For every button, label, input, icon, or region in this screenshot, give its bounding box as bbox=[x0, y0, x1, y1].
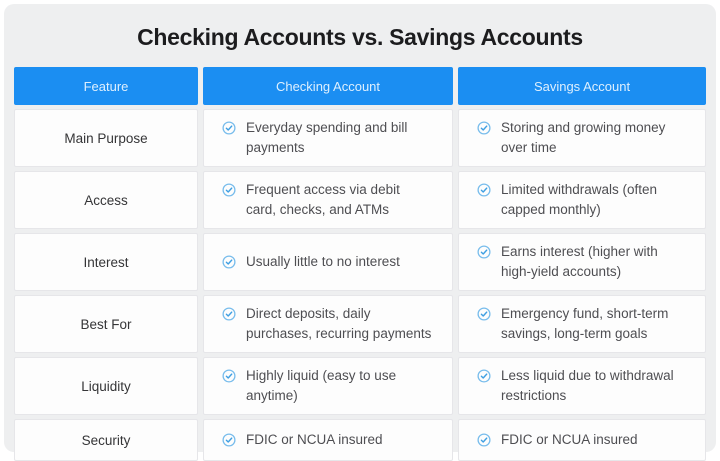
savings-text: FDIC or NCUA insured bbox=[501, 432, 638, 447]
check-circle-icon bbox=[477, 369, 491, 383]
comparison-table bbox=[14, 67, 706, 461]
feature-cell bbox=[14, 357, 198, 415]
checking-text: Everyday spending and bill payments bbox=[246, 120, 408, 155]
savings-cell bbox=[458, 233, 706, 291]
checking-cell bbox=[203, 295, 453, 353]
savings-text: Earns interest (higher with high-yield accounts) bbox=[501, 244, 658, 279]
check-circle-icon bbox=[222, 369, 236, 383]
checking-cell bbox=[203, 109, 453, 167]
savings-text: Emergency fund, short-term savings, long-term goals bbox=[501, 306, 669, 341]
feature-cell bbox=[14, 295, 198, 353]
feature-label: Best For bbox=[80, 316, 132, 332]
checking-cell bbox=[203, 171, 453, 229]
checking-text: FDIC or NCUA insured bbox=[246, 432, 383, 447]
feature-label: Liquidity bbox=[81, 378, 131, 394]
check-circle-icon bbox=[477, 245, 491, 259]
check-circle-icon bbox=[477, 121, 491, 135]
checking-text: Direct deposits, daily purchases, recurring payments bbox=[246, 306, 432, 341]
feature-cell bbox=[14, 233, 198, 291]
check-circle-icon bbox=[477, 183, 491, 197]
checking-cell bbox=[203, 357, 453, 415]
check-circle-icon bbox=[222, 183, 236, 197]
feature-label: Security bbox=[81, 432, 131, 448]
check-circle-icon bbox=[222, 433, 236, 447]
check-circle-icon bbox=[222, 307, 236, 321]
savings-cell bbox=[458, 109, 706, 167]
savings-text: Limited withdrawals (often capped monthly) bbox=[501, 182, 658, 217]
savings-cell bbox=[458, 357, 706, 415]
feature-label: Main Purpose bbox=[64, 130, 148, 146]
column-header-savings bbox=[458, 67, 706, 105]
column-header-feature bbox=[14, 67, 198, 105]
feature-cell bbox=[14, 109, 198, 167]
column-header-checking bbox=[203, 67, 453, 105]
check-circle-icon bbox=[222, 121, 236, 135]
checking-text: Highly liquid (easy to use anytime) bbox=[246, 368, 397, 403]
column-header-label: Checking Account bbox=[275, 78, 381, 94]
checking-cell bbox=[203, 233, 453, 291]
check-circle-icon bbox=[222, 255, 236, 269]
column-header-label: Feature bbox=[83, 78, 129, 94]
infographic-canvas bbox=[4, 4, 716, 452]
savings-text: Storing and growing money over time bbox=[501, 120, 666, 155]
checking-text: Usually little to no interest bbox=[246, 254, 400, 269]
column-header-label: Savings Account bbox=[533, 78, 631, 94]
checking-text: Frequent access via debit card, checks, and ATMs bbox=[246, 182, 400, 217]
feature-label: Access bbox=[84, 192, 128, 208]
feature-cell bbox=[14, 419, 198, 461]
check-circle-icon bbox=[477, 307, 491, 321]
savings-cell bbox=[458, 171, 706, 229]
feature-cell bbox=[14, 171, 198, 229]
feature-label: Interest bbox=[83, 254, 129, 270]
page-title: Checking Accounts vs. Savings Accounts bbox=[137, 24, 583, 50]
savings-cell bbox=[458, 419, 706, 461]
check-circle-icon bbox=[477, 433, 491, 447]
savings-text: Less liquid due to withdrawal restrictions bbox=[501, 368, 674, 403]
checking-cell bbox=[203, 419, 453, 461]
savings-cell bbox=[458, 295, 706, 353]
